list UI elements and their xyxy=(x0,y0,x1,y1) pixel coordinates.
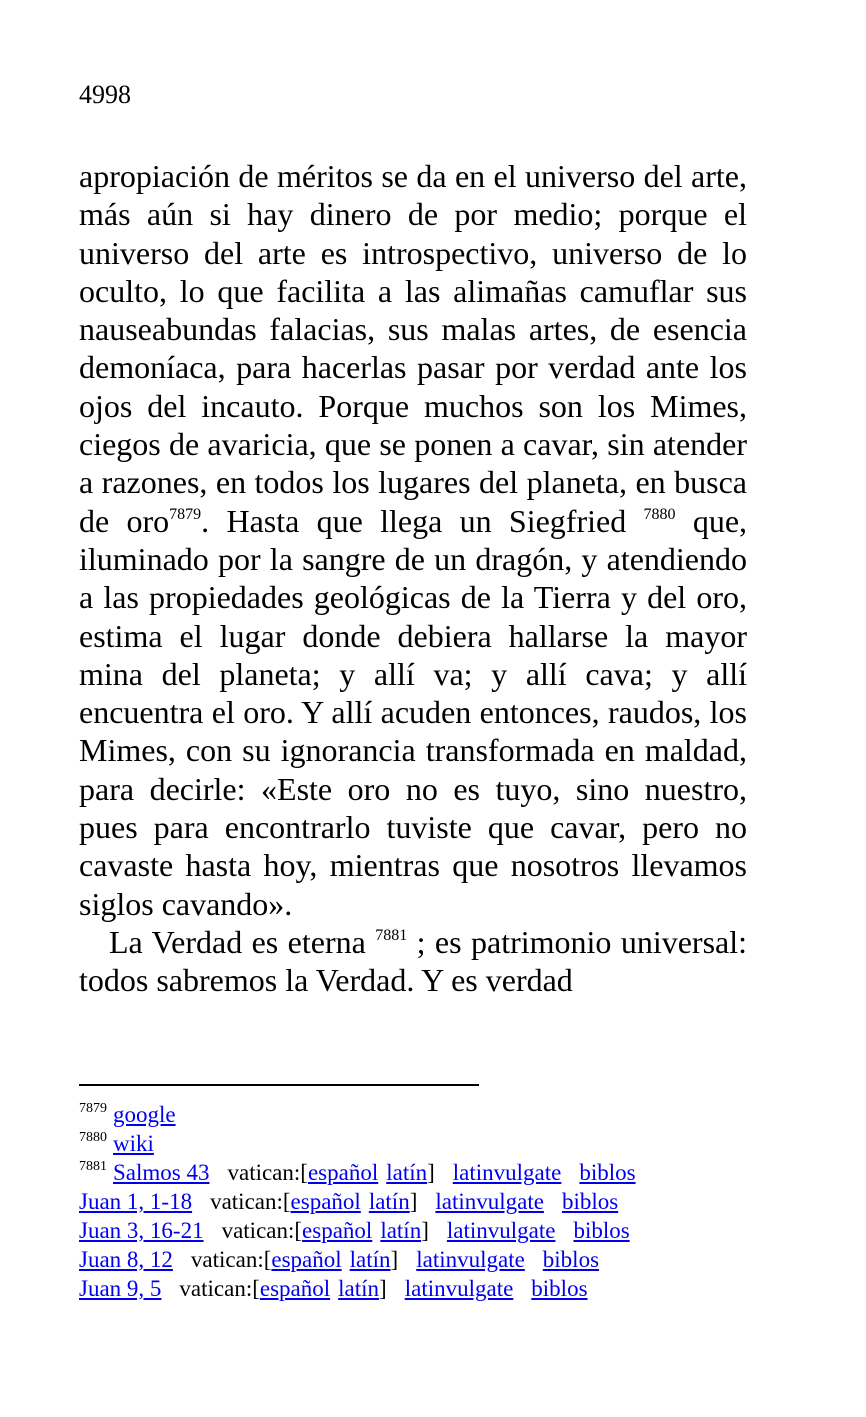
biblos-link[interactable]: biblos xyxy=(573,1218,630,1243)
footnote-7881 xyxy=(79,1158,819,1187)
vatican-label: vatican:[ xyxy=(221,1218,303,1243)
footnote-number: 7880 xyxy=(79,1130,107,1145)
latinvulgate-link[interactable]: latinvulgate xyxy=(446,1218,556,1243)
footnote-number: 7881 xyxy=(79,1159,107,1174)
paragraph-text: La Verdad es eterna xyxy=(109,923,366,960)
biblos-link[interactable]: biblos xyxy=(542,1247,600,1272)
biblos-link[interactable]: biblos xyxy=(561,1189,619,1214)
bible-ref-line xyxy=(79,1274,819,1303)
body-text xyxy=(79,157,747,1000)
biblos-link[interactable]: biblos xyxy=(579,1160,636,1185)
footnotes xyxy=(79,1100,819,1303)
bracket: ] xyxy=(427,1160,435,1185)
biblos-link[interactable]: biblos xyxy=(531,1276,588,1301)
vatican-label: vatican:[ xyxy=(210,1189,291,1214)
footnote-7880 xyxy=(79,1129,819,1158)
latin-link[interactable]: latín xyxy=(368,1189,410,1214)
page-number: 4998 xyxy=(79,80,131,109)
latin-link[interactable]: latín xyxy=(338,1276,380,1301)
footnote-7879 xyxy=(79,1100,819,1129)
paragraph xyxy=(79,923,747,1000)
footnote-ref-7879[interactable]: 7879 xyxy=(169,505,202,523)
bible-ref-line xyxy=(79,1216,819,1245)
espanol-link[interactable]: español xyxy=(307,1160,379,1185)
paragraph-text: apropiación de méritos se da en el universo del arte, más aún si hay dinero de por medio; porque el universo del arte es introspectivo, universo de lo oculto, lo que facilita a las alimañas camuflar sus nauseabundas falacias, sus malas artes, de esencia demoníaca, para hacerlas pasar por verdad ante los ojos del incauto. Porque muchos son los Mimes, ciegos de avaricia, que se ponen a cavar, sin atender a razones, en todos los lugares del planeta, en busca de oro xyxy=(79,158,747,539)
vatican-label: vatican:[ xyxy=(190,1247,272,1272)
bracket: ] xyxy=(421,1218,429,1243)
latin-link[interactable]: latín xyxy=(386,1160,428,1185)
latin-link[interactable]: latín xyxy=(380,1218,422,1243)
bible-ref-line xyxy=(79,1245,819,1274)
bracket: ] xyxy=(379,1276,387,1301)
paragraph-text: que, iluminado por la sangre de un dragón, y atendiendo a las propiedades geológicas de la Tierra y del oro, estima el lugar donde debiera hallarse la mayor mina del planeta; y allí va; y allí cava; y allí encuentra el oro. Y allí acuden entonces, raudos, los Mimes, con su ignorancia transformada en maldad, para decirle: «Este oro no es tuyo, sino nuestro, pues para encontrarlo tuviste que cavar, pero no cavaste hasta hoy, mientras que nosotros llevamos siglos cavando». xyxy=(79,502,748,922)
espanol-link[interactable]: español xyxy=(271,1247,342,1272)
footnote-ref-7880[interactable]: 7880 xyxy=(643,505,676,523)
paragraph-text: ; es patrimonio universal: todos sabremos la Verdad. Y es verdad xyxy=(79,923,748,999)
footnote-ref-7881[interactable]: 7881 xyxy=(375,926,408,944)
latin-link[interactable]: latín xyxy=(349,1247,391,1272)
passage-link[interactable]: Juan 9, 5 xyxy=(79,1276,162,1301)
latinvulgate-link[interactable]: latinvulgate xyxy=(435,1189,544,1214)
bible-ref-line xyxy=(79,1187,819,1216)
bracket: ] xyxy=(409,1189,418,1214)
passage-link[interactable]: Juan 3, 16-21 xyxy=(79,1218,204,1243)
wiki-link[interactable]: wiki xyxy=(113,1131,154,1156)
bracket: ] xyxy=(390,1247,399,1272)
passage-link[interactable]: Juan 1, 1-18 xyxy=(79,1189,193,1214)
footnote-separator xyxy=(79,1084,479,1086)
paragraph-text: . Hasta que llega un Siegfried xyxy=(201,502,627,539)
latinvulgate-link[interactable]: latinvulgate xyxy=(416,1247,525,1272)
latinvulgate-link[interactable]: latinvulgate xyxy=(452,1160,562,1185)
footnote-number: 7879 xyxy=(79,1101,107,1116)
paragraph xyxy=(79,157,747,923)
vatican-label: vatican:[ xyxy=(227,1160,308,1185)
passage-link[interactable]: Salmos 43 xyxy=(113,1160,210,1185)
espanol-link[interactable]: español xyxy=(290,1189,361,1214)
passage-link[interactable]: Juan 8, 12 xyxy=(79,1247,173,1272)
vatican-label: vatican:[ xyxy=(179,1276,260,1301)
latinvulgate-link[interactable]: latinvulgate xyxy=(404,1276,514,1301)
espanol-link[interactable]: español xyxy=(259,1276,331,1301)
google-link[interactable]: google xyxy=(113,1102,176,1127)
espanol-link[interactable]: español xyxy=(302,1218,373,1243)
